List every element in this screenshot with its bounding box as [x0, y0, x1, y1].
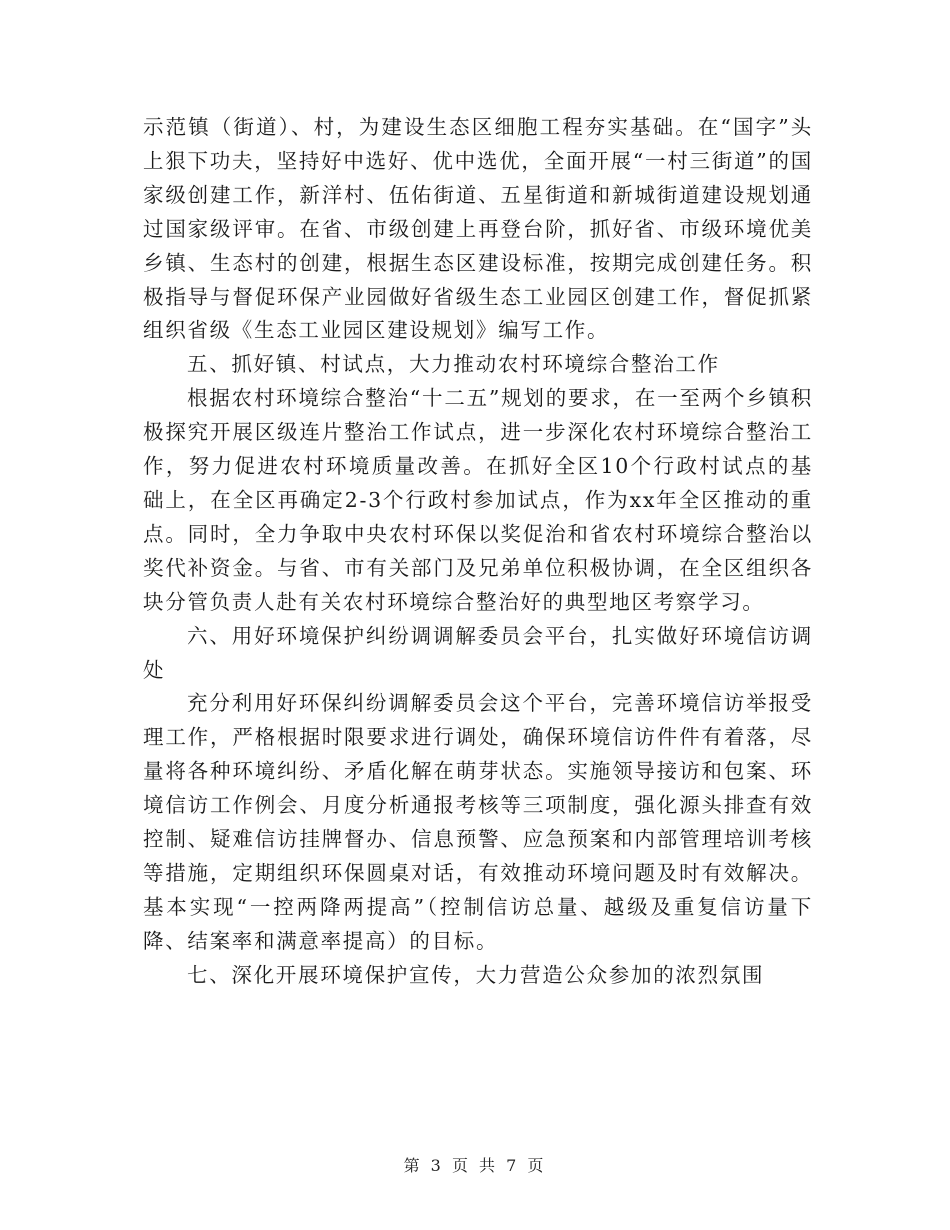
- section-heading-six: 六、用好环境保护纠纷调调解委员会平台，扎实做好环境信访调处: [143, 623, 813, 682]
- paragraph-continued: 示范镇（街道）、村，为建设生态区细胞工程夯实基础。在“国字”头上狠下功夫，坚持好中选好、优中选优，全面开展“一村三街道”的国家级创建工作，新洋村、伍佑街道、五星街道和新城街道建设规划通过国家级评审。在省、市级创建上再登台阶，抓好省、市级环境优美乡镇、生态村的创建，根据生态区建设标准，按期完成创建任务。积极指导与督促环保产业园做好省级生态工业园区创建工作，督促抓紧组织省级《生态工业园区建设规划》编写工作。: [143, 115, 813, 343]
- section-heading-five: 五、抓好镇、村试点，大力推动农村环境综合整治工作: [187, 352, 720, 377]
- document-body: [143, 111, 813, 993]
- page-number-footer: 第 3 页 共 7 页: [403, 1156, 547, 1175]
- paragraph-complaint-handling: 充分利用好环保纠纷调解委员会这个平台，完善环境信访举报受理工作，严格根据时限要求进行调处，确保环境信访件件有着落，尽量将各种环境纠纷、矛盾化解在萌芽状态。实施领导接访和包案、环境信访工作例会、月度分析通报考核等三项制度，强化源头排查有效控制、疑难信访挂牌督办、信息预警、应急预案和内部管理培训考核等措施，定期组织环保圆桌对话，有效推动环境问题及时有效解决。基本实现“一控两降两提高”（控制信访总量、越级及重复信访量下降、结案率和满意率提高）的目标。: [143, 691, 813, 953]
- paragraph-rural-environment: 根据农村环境综合整治“十二五”规划的要求，在一至两个乡镇积极探究开展区级连片整治工作试点，进一步深化农村环境综合整治工作，努力促进农村环境质量改善。在抓好全区10个行政村试点的基础上，在全区再确定2-3个行政村参加试点，作为xx年全区推动的重点。同时，全力争取中央农村环保以奖促治和省农村环境综合整治以奖代补资金。与省、市有关部门及兄弟单位积极协调，在全区组织各块分管负责人赴有关农村环境综合整治好的典型地区考察学习。: [143, 386, 813, 614]
- section-heading-seven: 七、深化开展环境保护宣传，大力营造公众参加的浓烈氛围: [187, 962, 765, 987]
